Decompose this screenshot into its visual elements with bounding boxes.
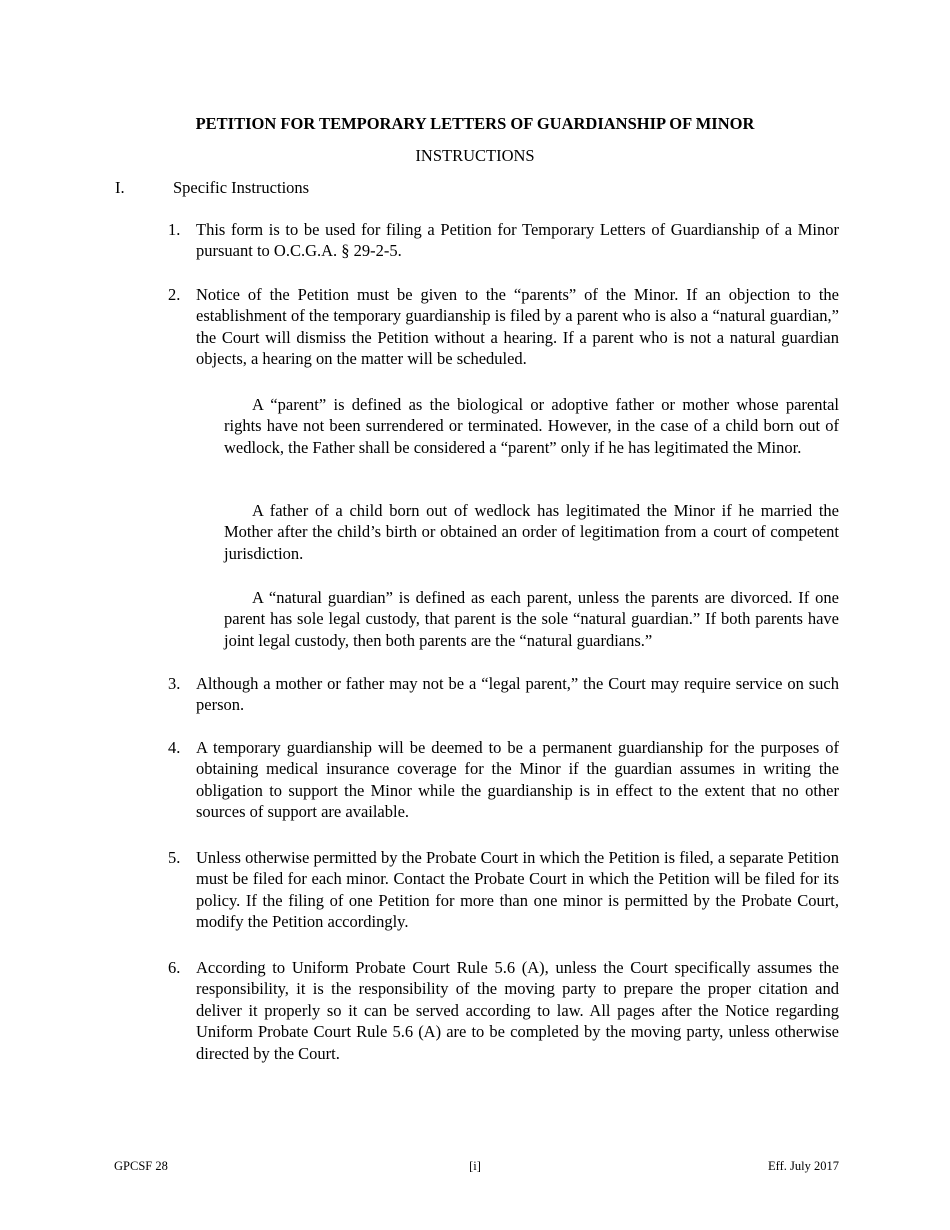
item-number: 4.	[168, 738, 181, 757]
footer-page-number: [i]	[469, 1159, 481, 1173]
section-heading-text: Specific Instructions	[173, 178, 310, 197]
instruction-item-3	[168, 673, 839, 716]
item-text: Unless otherwise permitted by the Probate Court in which the Petition is filed, a separate Petition must be filed for each minor. Contact the Probate Court in which the Petition will be filed for its policy. If the filing of one Petition for more than one minor is permitted by the Probate Court, modify the Petition accordingly.	[196, 848, 839, 932]
item-number: 1.	[168, 220, 181, 239]
item-number: 3.	[168, 674, 181, 693]
item-text: A temporary guardianship will be deemed to be a permanent guardianship for the purposes of obtaining medical insurance coverage for the Minor if the guardian assumes in writing the obligation to support the Minor while the guardianship is in effect to the extent that no other sources of support are available.	[196, 738, 839, 822]
page-subtitle: INSTRUCTIONS	[415, 146, 535, 165]
footer-effective-date: Eff. July 2017	[768, 1159, 839, 1173]
item-text: This form is to be used for filing a Petition for Temporary Letters of Guardianship of a Minor pursuant to O.C.G.A. § 29-2-5.	[196, 220, 839, 261]
item-text: According to Uniform Probate Court Rule 5.6 (A), unless the Court specifically assumes the responsibility, it is the responsibility of the moving party to prepare the proper citation and deliver it properly so it can be served according to law. All pages after the Notice regarding Uniform Probate Court Rule 5.6 (A) are to be completed by the moving party, unless otherwise directed by the Court.	[196, 958, 839, 1063]
instruction-item-4	[168, 737, 839, 823]
parent-definition-paragraph: A “parent” is defined as the biological or adoptive father or mother whose parental rights have not been surrendered or terminated. However, in the case of a child born out of wedlock, the Father shall be considered a “parent” only if he has legitimated the Minor.	[224, 395, 839, 457]
item-number: 5.	[168, 848, 181, 867]
instruction-item-2	[168, 284, 839, 370]
instruction-item-6	[168, 957, 839, 1064]
legitimation-paragraph: A father of a child born out of wedlock has legitimated the Minor if he married the Mother after the child’s birth or obtained an order of legitimation from a court of competent jurisdiction.	[224, 501, 839, 563]
item-number: 2.	[168, 285, 181, 304]
page-title: PETITION FOR TEMPORARY LETTERS OF GUARDIANSHIP OF MINOR	[195, 114, 755, 133]
instruction-item-1	[168, 219, 839, 262]
natural-guardian-definition-paragraph: A “natural guardian” is defined as each parent, unless the parents are divorced. If one parent has sole legal custody, that parent is the sole “natural guardian.” If both parents have joint legal custody, then both parents are the “natural guardians.”	[224, 588, 839, 650]
item-number: 6.	[168, 958, 181, 977]
section-number: I.	[115, 178, 125, 197]
item-text: Although a mother or father may not be a “legal parent,” the Court may require service on such person.	[196, 674, 839, 715]
footer-form-id: GPCSF 28	[114, 1159, 168, 1173]
item-text: Notice of the Petition must be given to the “parents” of the Minor. If an objection to the establishment of the temporary guardianship is filed by a parent who is also a “natural guardian,” the Court will dismiss the Petition without a hearing. If a parent who is not a natural guardian objects, a hearing on the matter will be scheduled.	[196, 285, 839, 369]
instruction-item-5	[168, 847, 839, 933]
